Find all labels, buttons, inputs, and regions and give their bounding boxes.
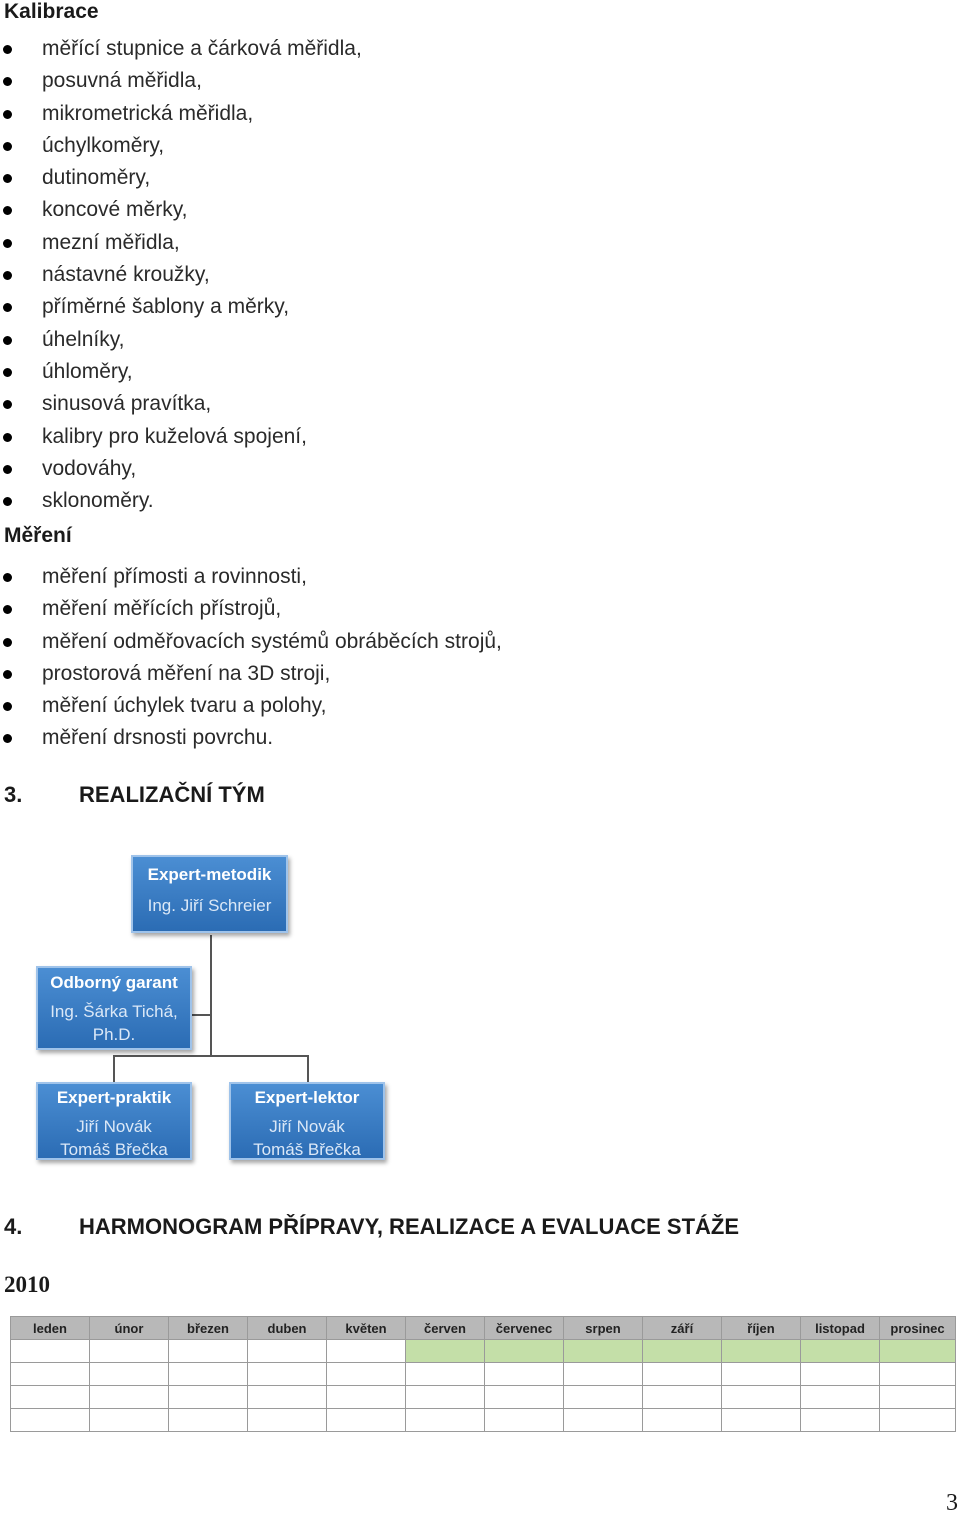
- connector-line: [307, 1055, 309, 1082]
- table-cell: [722, 1363, 801, 1386]
- table-cell-highlighted: [406, 1340, 485, 1363]
- month-header: únor: [90, 1317, 169, 1340]
- table-cell: [485, 1386, 564, 1409]
- table-cell: [11, 1409, 90, 1432]
- section-number: 3.: [4, 782, 23, 807]
- table-cell: [722, 1409, 801, 1432]
- table-row: [11, 1409, 956, 1432]
- table-cell: [406, 1409, 485, 1432]
- bullet-icon: [3, 336, 12, 345]
- table-cell: [11, 1363, 90, 1386]
- section-title: HARMONOGRAM PŘÍPRAVY, REALIZACE A EVALUACE STÁŽE: [79, 1214, 740, 1239]
- org-box-garant: [36, 966, 192, 1050]
- list-item: prostorová měření na 3D stroji,: [0, 658, 502, 690]
- calibration-list: [0, 33, 362, 517]
- table-cell-highlighted: [643, 1340, 722, 1363]
- table-cell: [90, 1340, 169, 1363]
- month-header: srpen: [564, 1317, 643, 1340]
- measurement-list: [0, 561, 502, 755]
- month-header: září: [643, 1317, 722, 1340]
- org-box-metodik: [131, 855, 288, 933]
- table-cell: [801, 1386, 880, 1409]
- table-cell: [722, 1386, 801, 1409]
- month-header: prosinec: [880, 1317, 956, 1340]
- org-box-name: Tomáš Břečka: [60, 1140, 168, 1159]
- month-header: leden: [11, 1317, 90, 1340]
- bullet-icon: [3, 465, 12, 474]
- org-box-lektor: [229, 1082, 385, 1160]
- table-cell: [11, 1386, 90, 1409]
- org-box-name: Ph.D.: [92, 1025, 136, 1044]
- bullet-icon: [3, 368, 12, 377]
- org-box-name: Jiří Novák: [76, 1117, 152, 1136]
- org-box-name: Ing. Jiří Schreier: [147, 896, 272, 915]
- table-cell-highlighted: [564, 1340, 643, 1363]
- list-item: měřící stupnice a čárková měřidla,: [0, 33, 362, 65]
- table-cell-highlighted: [801, 1340, 880, 1363]
- table-cell: [564, 1409, 643, 1432]
- table-cell: [801, 1409, 880, 1432]
- bullet-icon: [3, 206, 12, 215]
- section-4-heading: [4, 1214, 739, 1240]
- bullet-icon: [3, 497, 12, 506]
- table-cell: [90, 1409, 169, 1432]
- bullet-icon: [3, 239, 12, 248]
- table-cell: [485, 1409, 564, 1432]
- table-cell: [643, 1386, 722, 1409]
- table-cell-highlighted: [880, 1340, 956, 1363]
- bullet-icon: [3, 77, 12, 86]
- list-item: měření měřících přístrojů,: [0, 593, 502, 625]
- connector-line: [113, 1055, 309, 1057]
- list-item: vodováhy,: [0, 453, 362, 485]
- list-item: mezní měřidla,: [0, 227, 362, 259]
- month-header: květen: [327, 1317, 406, 1340]
- table-cell: [564, 1386, 643, 1409]
- list-item: mikrometrická měřidla,: [0, 98, 362, 130]
- page-number: 3: [946, 1490, 958, 1516]
- bullet-icon: [3, 670, 12, 679]
- table-cell: [11, 1340, 90, 1363]
- org-box-title: Expert-praktik: [56, 1088, 172, 1107]
- table-cell: [90, 1363, 169, 1386]
- table-cell: [880, 1363, 956, 1386]
- table-cell: [169, 1386, 248, 1409]
- list-item: koncové měrky,: [0, 194, 362, 226]
- bullet-icon: [3, 638, 12, 647]
- bullet-icon: [3, 110, 12, 119]
- month-header: březen: [169, 1317, 248, 1340]
- bullet-icon: [3, 303, 12, 312]
- table-cell: [880, 1386, 956, 1409]
- list-item: sinusová pravítka,: [0, 388, 362, 420]
- section-3-heading: [4, 782, 265, 808]
- list-item: úhelníky,: [0, 324, 362, 356]
- bullet-icon: [3, 573, 12, 582]
- org-box-title: Expert-lektor: [254, 1088, 360, 1107]
- bullet-icon: [3, 702, 12, 711]
- list-item: měření odměřovacích systémů obráběcích strojů,: [0, 626, 502, 658]
- table-cell: [169, 1363, 248, 1386]
- bullet-icon: [3, 271, 12, 280]
- connector-line: [210, 935, 212, 1055]
- list-item: úhloměry,: [0, 356, 362, 388]
- table-cell: [248, 1340, 327, 1363]
- bullet-icon: [3, 400, 12, 409]
- org-box-name: Ing. Šárka Tichá,: [50, 1002, 178, 1021]
- list-item: dutinoměry,: [0, 162, 362, 194]
- bullet-icon: [3, 734, 12, 743]
- table-header-row: [11, 1317, 956, 1340]
- list-item: měření drsnosti povrchu.: [0, 722, 502, 754]
- month-header: červen: [406, 1317, 485, 1340]
- table-cell: [248, 1363, 327, 1386]
- table-cell: [880, 1409, 956, 1432]
- month-header: duben: [248, 1317, 327, 1340]
- list-item: úchylkoměry,: [0, 130, 362, 162]
- bullet-icon: [3, 433, 12, 442]
- bullet-icon: [3, 142, 12, 151]
- measurement-heading: Měření: [4, 524, 72, 547]
- list-item: posuvná měřidla,: [0, 65, 362, 97]
- section-title: REALIZAČNÍ TÝM: [79, 782, 265, 807]
- list-item: nástavné kroužky,: [0, 259, 362, 291]
- list-item: měření přímosti a rovinnosti,: [0, 561, 502, 593]
- month-header: říjen: [722, 1317, 801, 1340]
- table-cell: [406, 1386, 485, 1409]
- bullet-icon: [3, 174, 12, 183]
- year-label: 2010: [4, 1272, 50, 1297]
- table-row: [11, 1363, 956, 1386]
- table-cell-highlighted: [485, 1340, 564, 1363]
- org-box-name: Jiří Novák: [269, 1117, 345, 1136]
- table-cell: [327, 1340, 406, 1363]
- section-number: 4.: [4, 1214, 23, 1239]
- org-box-title: Odborný garant: [50, 973, 178, 992]
- table-cell: [169, 1409, 248, 1432]
- org-box-title: Expert-metodik: [147, 865, 272, 884]
- calibration-heading: Kalibrace: [4, 0, 99, 23]
- bullet-icon: [3, 45, 12, 54]
- table-cell: [90, 1386, 169, 1409]
- table-row: [11, 1386, 956, 1409]
- table-cell: [643, 1409, 722, 1432]
- list-item: sklonoměry.: [0, 485, 362, 517]
- connector-line: [113, 1055, 115, 1082]
- list-item: měření úchylek tvaru a polohy,: [0, 690, 502, 722]
- table-cell: [485, 1363, 564, 1386]
- table-cell: [406, 1363, 485, 1386]
- table-cell: [643, 1363, 722, 1386]
- list-item: příměrné šablony a měrky,: [0, 291, 362, 323]
- month-header: listopad: [801, 1317, 880, 1340]
- table-cell: [801, 1363, 880, 1386]
- schedule-table: [10, 1316, 956, 1432]
- table-cell-highlighted: [722, 1340, 801, 1363]
- table-cell: [327, 1386, 406, 1409]
- table-cell: [248, 1386, 327, 1409]
- table-cell: [327, 1409, 406, 1432]
- table-cell: [327, 1363, 406, 1386]
- org-box-name: Tomáš Břečka: [253, 1140, 361, 1159]
- month-header: červenec: [485, 1317, 564, 1340]
- table-cell: [169, 1340, 248, 1363]
- org-box-praktik: [36, 1082, 192, 1160]
- table-cell: [564, 1363, 643, 1386]
- connector-line: [192, 1014, 211, 1016]
- table-row: [11, 1340, 956, 1363]
- list-item: kalibry pro kuželová spojení,: [0, 421, 362, 453]
- bullet-icon: [3, 605, 12, 614]
- table-cell: [248, 1409, 327, 1432]
